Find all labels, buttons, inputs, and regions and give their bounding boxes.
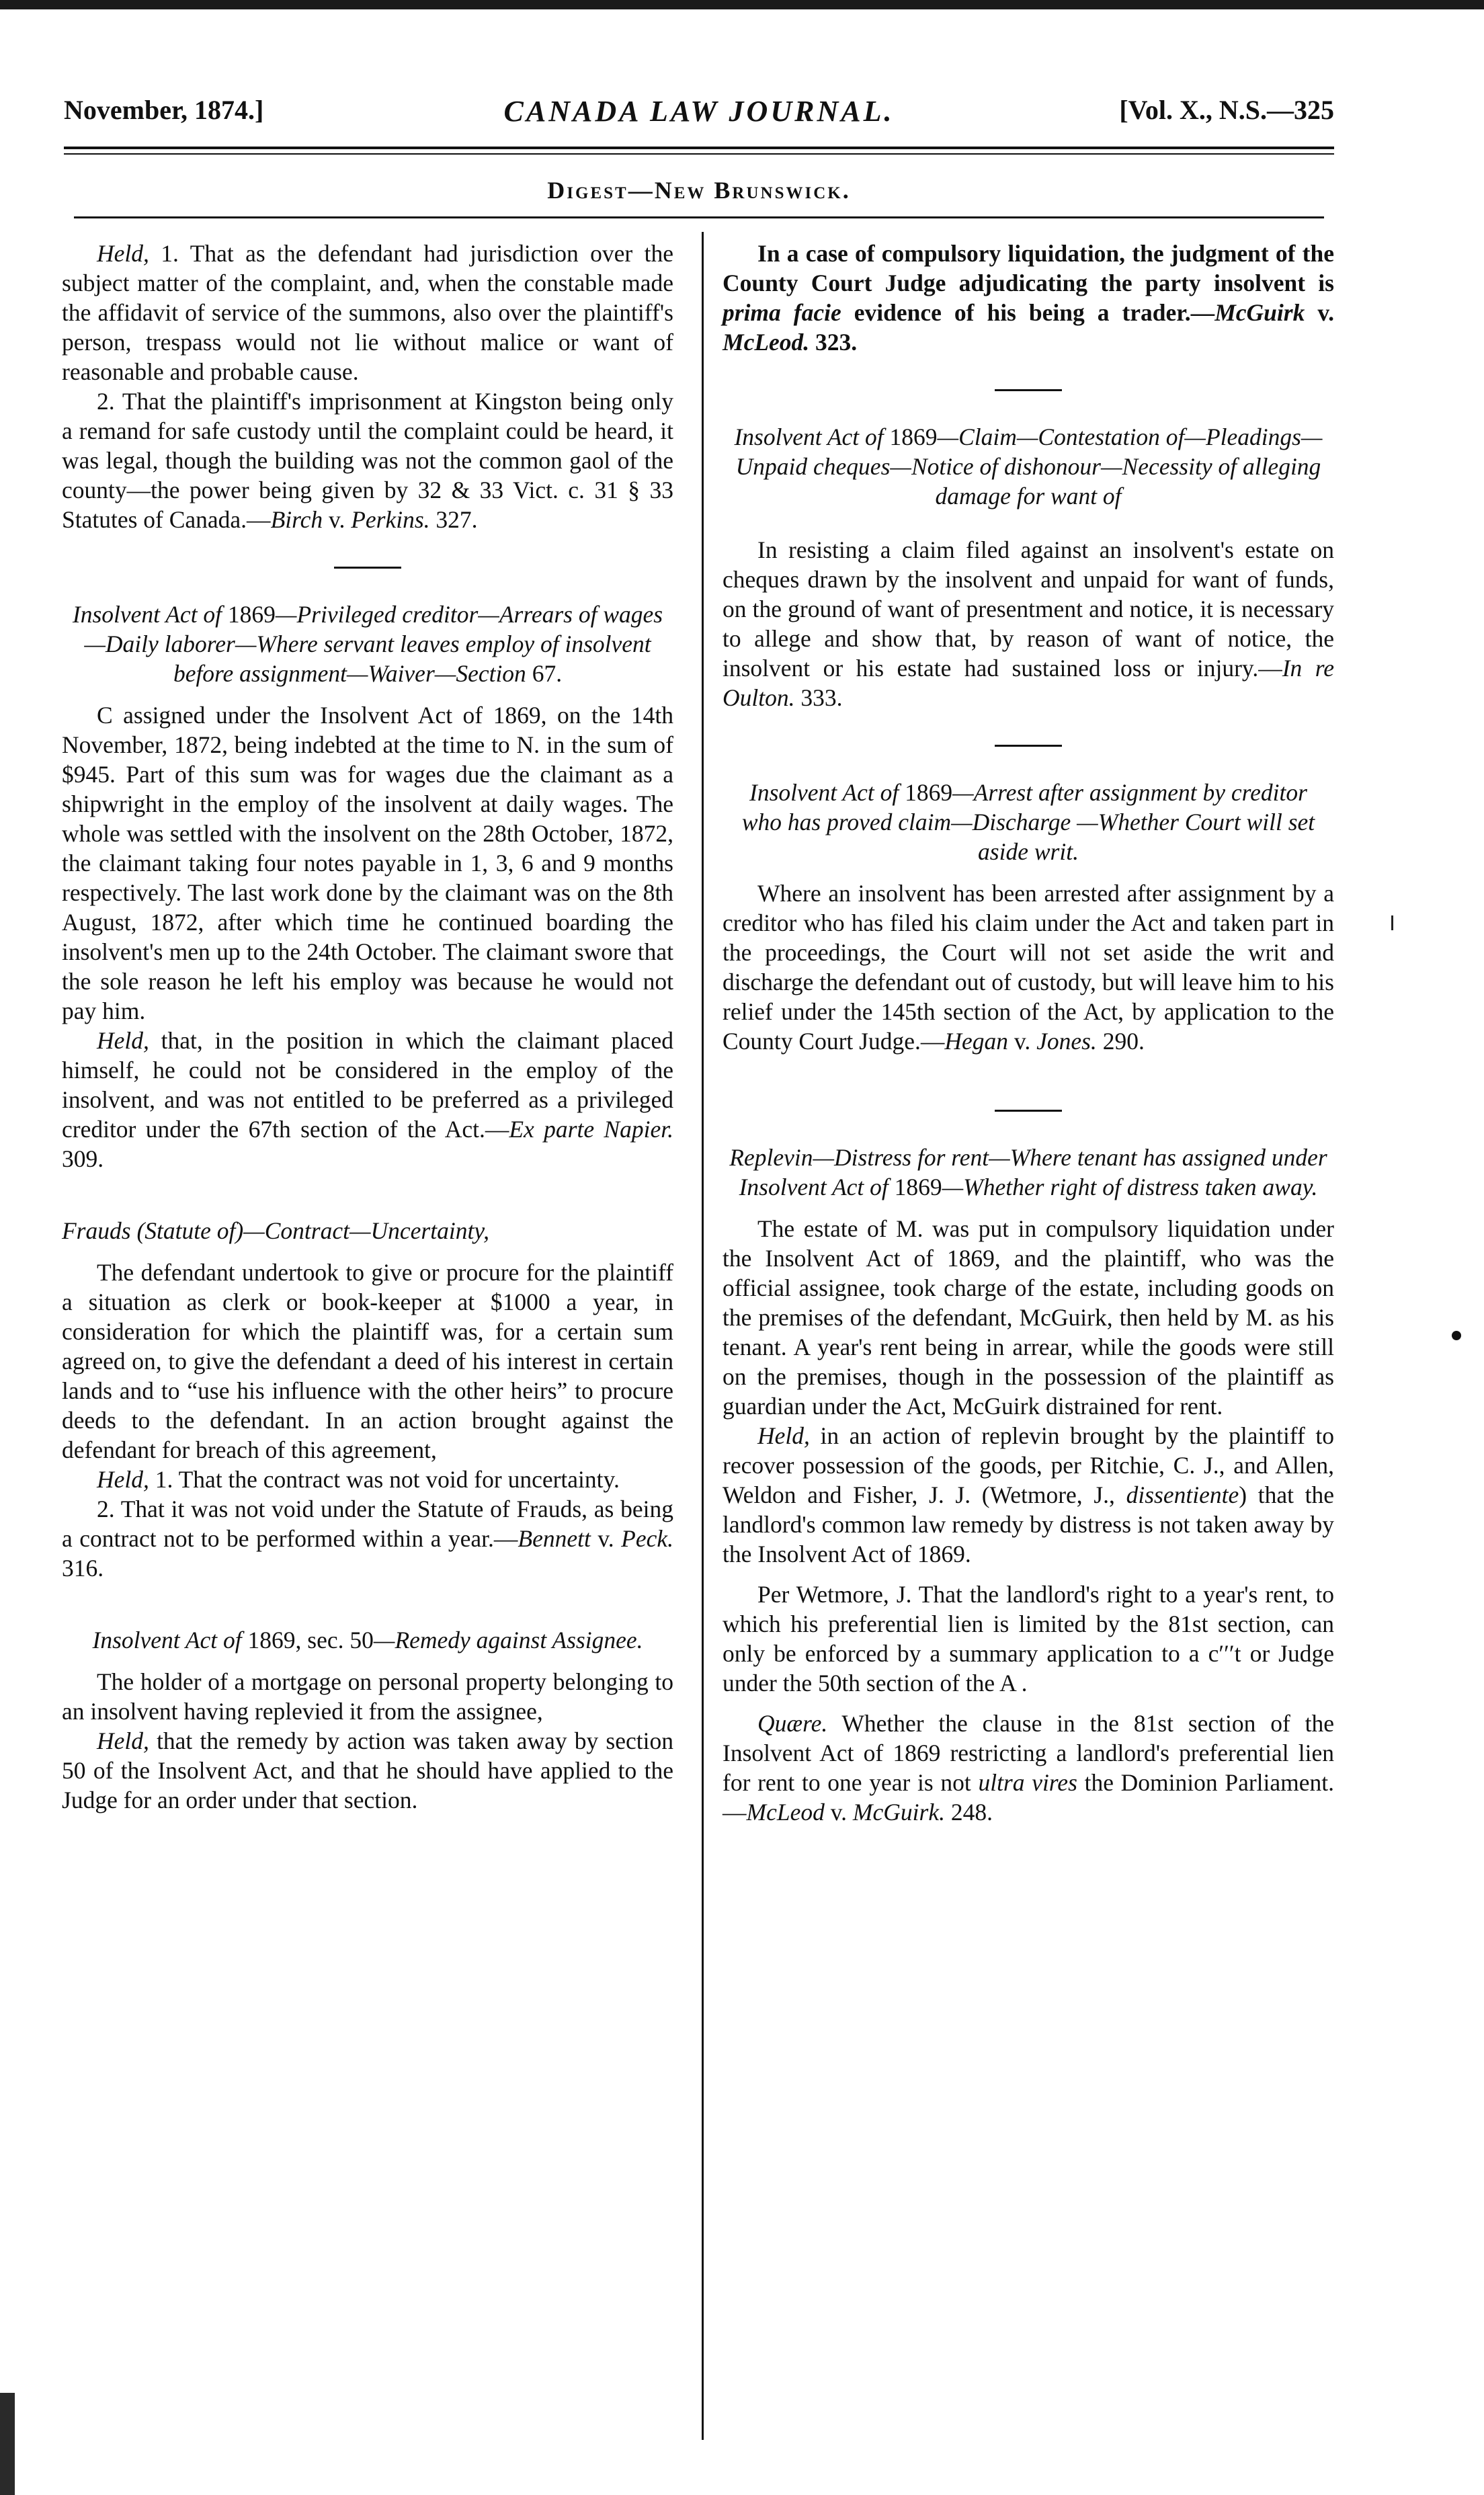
facts-paragraph: The holder of a mortgage on personal property belonging to an insolvent having replevied it from the assignee, — [62, 1668, 673, 1725]
entry-separator — [995, 389, 1062, 391]
page-ref: 290. — [1096, 1028, 1145, 1055]
running-header — [64, 94, 1334, 141]
left-column — [62, 239, 673, 1815]
case-citation: Birch — [270, 506, 323, 533]
page-ref: 327. — [429, 506, 478, 533]
digest-entry-mcguirk-mcleod — [723, 239, 1334, 357]
case-citation: McGuirk — [1214, 299, 1305, 326]
section-rule — [74, 216, 1324, 218]
page-ref: 316. — [62, 1555, 104, 1582]
holding-paragraph: Held, 1. That the contract was not void for uncertainty. — [97, 1466, 620, 1493]
page-ref: 333. — [794, 684, 843, 711]
entry-separator — [995, 745, 1062, 747]
page-ref: 323. — [809, 329, 858, 356]
holding-paragraph: 2. That it was not void under the Statute of Frauds, as being a contract not to be performed within a year.—Bennett v. Peck. 316. — [62, 1496, 673, 1582]
entry-heading: Insolvent Act of 1869—Arrest after assignment by creditor who has proved claim—Discharge —Whether Court will set aside writ. — [741, 779, 1315, 865]
holding-paragraph: Held, that the remedy by action was taken away by section 50 of the Insolvent Act, and that he should have applied to the Judge for an order under that section. — [62, 1727, 673, 1813]
entry-heading: Replevin—Distress for rent—Where tenant has assigned under Insolvent Act of 1869—Whether right of distress taken away. — [729, 1144, 1327, 1200]
case-citation: Hegan — [944, 1028, 1009, 1055]
case-citation: Bennett — [518, 1525, 591, 1552]
header-rule-thick — [64, 147, 1334, 149]
entry-separator — [995, 1110, 1062, 1112]
holding-paragraph: In a case of compulsory liquidation, the judgment of the County Court Judge adjudicating the party insolvent is prima facie evidence of his being a trader.—McGuirk v. McLeod. 323. — [723, 240, 1334, 356]
section-title: Digest—New Brunswick. — [547, 177, 851, 204]
entry-heading: Insolvent Act of 1869, sec. 50—Remedy against Assignee. — [92, 1627, 643, 1653]
holding-paragraph: Where an insolvent has been arrested after assignment by a creditor who has filed his claim under the Act and taken part in the proceedings, the Court will not set aside the writ and discharge the defendant out of custody, but will leave him to his relief under the 145th section of the Act, by application to the County Court Judge.—Hegan v. Jones. 290. — [723, 880, 1334, 1055]
case-citation: McLeod. — [723, 329, 810, 356]
digest-entry-remedy-against-assignee — [62, 1625, 673, 1815]
column-divider — [702, 232, 704, 2440]
entry-separator — [334, 567, 401, 569]
digest-entry-in-re-oulton — [723, 422, 1334, 712]
facts-paragraph: C assigned under the Insolvent Act of 1869, on the 14th November, 1872, being indebted at the time to N. in the sum of $945. Part of this sum was for wages due the claimant as a shipwright in the employ of the insolvent at daily wages. The whole was settled with the insolvent on the 28th October, 1872, the claimant taking four notes payable in 1, 3, 6 and 9 months respectively. The last work done by the claimant was on the 8th August, 1872, after which time he continued boarding the insolvent's men up to the 24th October. The claimant swore that the sole reason he left his employ was because he would not pay him. — [62, 702, 673, 1024]
case-citation: Ex parte Napier. — [509, 1116, 673, 1143]
entry-heading: Frauds (Statute of)—Contract—Uncertainty, — [62, 1217, 490, 1244]
entry-gap — [334, 1603, 401, 1605]
case-citation: Perkins. — [351, 506, 430, 533]
page-ref: 248. — [944, 1799, 993, 1826]
header-rule-thin — [64, 153, 1334, 155]
case-citation: In re Oulton. — [723, 655, 1335, 711]
case-citation: McLeod — [746, 1799, 825, 1826]
case-citation: McGuirk. — [852, 1799, 945, 1826]
entry-heading: Insolvent Act of 1869—Privileged creditor—Arrears of wages—Daily laborer—Where servant leaves employ of insolvent before assignment—Waiver—Section 67. — [72, 601, 663, 687]
digest-entry-ex-parte-napier — [62, 600, 673, 1174]
quaere-paragraph: Quære. Whether the clause in the 81st section of the Insolvent Act of 1869 restricting a landlord's preferential lien for rent to one year is not ultra vires the Dominion Parliament.—McLeod v. McGuirk. 248. — [723, 1710, 1334, 1826]
scan-mark — [1391, 915, 1393, 930]
entry-gap — [334, 1194, 401, 1196]
page-ref: 309. — [62, 1145, 104, 1172]
scan-dot — [1452, 1331, 1461, 1340]
digest-entry-bennett-peck — [62, 1216, 673, 1583]
case-citation: Peck. — [621, 1525, 673, 1552]
facts-paragraph: The defendant undertook to give or procure for the plaintiff a situation as clerk or book-keeper at $1000 a year, in consideration for which the plaintiff was, for a certain sum agreed on, to give the defendant a deed of his interest in certain lands and to “use his influence with the other heirs” to procure deeds to the defendant. In an action brought against the defendant for breach of this agreement, — [62, 1259, 673, 1463]
holding-paragraph: Held, that, in the position in which the claimant placed himself, he could not be considered in the employ of the insolvent, and was not entitled to be preferred as a privileged creditor under the 67th section of the Act.—Ex parte Napier. 309. — [62, 1027, 673, 1172]
case-citation: Jones. — [1036, 1028, 1097, 1055]
volume-page: [Vol. X., N.S.—325 — [1119, 95, 1334, 125]
entry-heading: Insolvent Act of 1869—Claim—Contestation of—Pleadings—Unpaid cheques—Notice of dishonour—Necessity of alleging damage for want of — [734, 423, 1323, 509]
journal-title: CANADA LAW JOURNAL. — [503, 95, 895, 128]
holding-paragraph: 2. That the plaintiff's imprisonment at Kingston being only a remand for safe custody until the complaint could be heard, it was legal, though the building was not the common gaol of the county—the power being given by 32 & 33 Vict. c. 31 § 33 Statutes of Canada.—Birch v. Perkins. 327. — [62, 388, 673, 533]
digest-entry-mcleod-mcguirk — [723, 1143, 1334, 1827]
header-date: November, 1874.] — [64, 95, 264, 125]
digest-entry-birch-perkins — [62, 239, 673, 534]
digest-entry-hegan-jones — [723, 778, 1334, 1056]
right-column — [723, 239, 1334, 1827]
holding-paragraph: In resisting a claim filed against an insolvent's estate on cheques drawn by the insolvent and unpaid for want of funds, on the ground of want of presentment and notice, it is necessary to allege and show that, by reason of want of notice, the insolvent or his estate had sustained loss or injury.—In re Oulton. 333. — [723, 536, 1335, 711]
facts-paragraph: The estate of M. was put in compulsory liquidation under the Insolvent Act of 1869, and the plaintiff, who was the official assignee, took charge of the estate, including goods on the premises of the defendant, McGuirk, then held by M. as his tenant. A year's rent being in arrear, while the goods were still on the premises, though in the possession of the plaintiff as guardian under the Act, McGuirk distrained for rent. — [723, 1215, 1334, 1420]
scan-top-edge — [0, 0, 1484, 9]
scan-left-edge-mark — [0, 2393, 15, 2495]
holding-paragraph: Held, in an action of replevin brought by the plaintiff to recover possession of the goods, per Ritchie, C. J., and Allen, Weldon and Fisher, J. J. (Wetmore, J., dissentiente) that the landlord's common law remedy by distress is not taken away by the Insolvent Act of 1869. — [723, 1422, 1334, 1567]
dissent-paragraph: Per Wetmore, J. That the landlord's right to a year's rent, to which his preferential lien is limited by the 81st section, can only be enforced by a summary application to a c′′′t or Judge under the 50th section of the A . — [723, 1581, 1334, 1696]
holding-paragraph: Held, 1. That as the defendant had jurisdiction over the subject matter of the complaint, and, when the constable made the affidavit of service of the summons, also over the plaintiff's person, trespass would not lie without malice or want of reasonable and probable cause. — [62, 240, 673, 385]
